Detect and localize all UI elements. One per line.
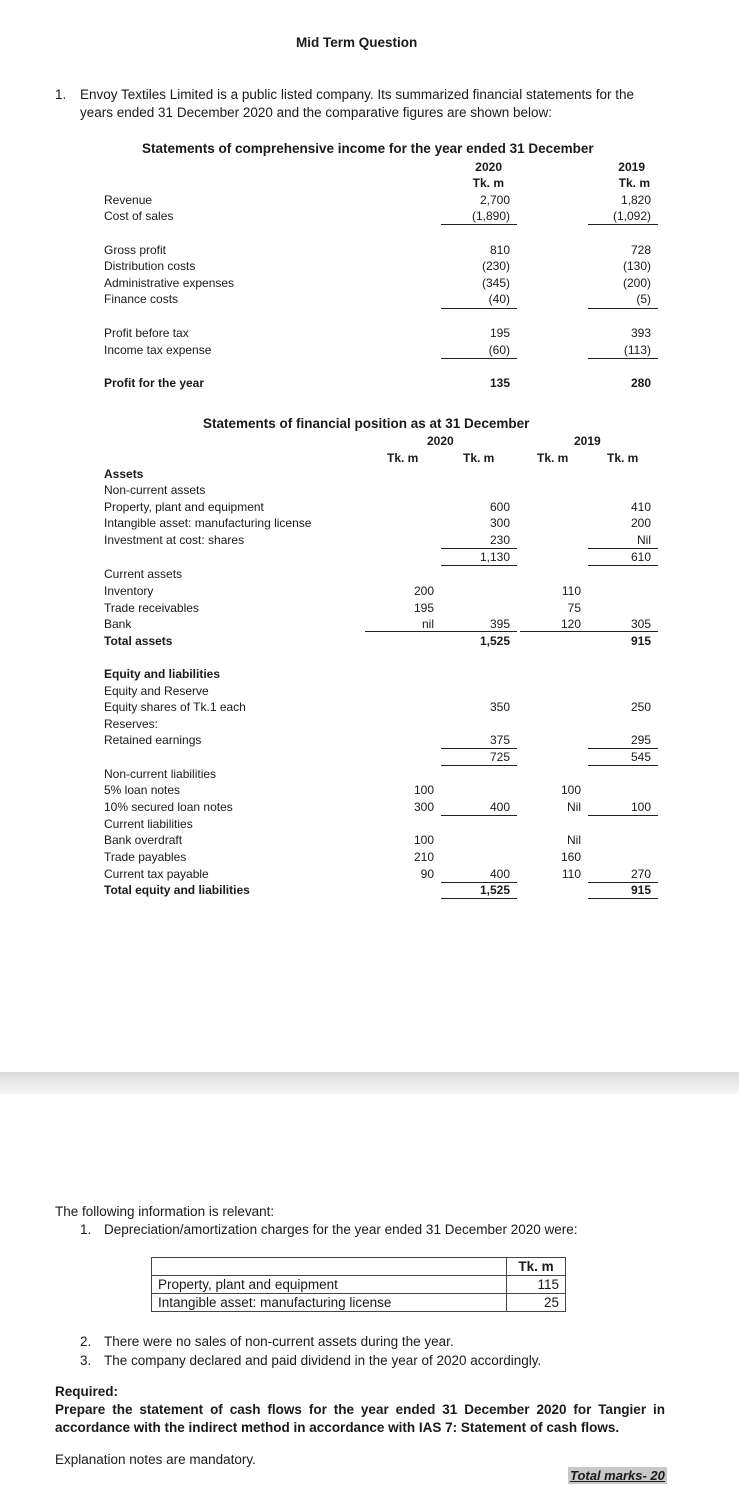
position-row-value: 915 xyxy=(630,883,651,897)
question-number: 1. xyxy=(55,87,67,102)
position-row-value: 210 xyxy=(413,850,434,864)
position-row-value: 600 xyxy=(489,500,510,514)
position-unit-b: Tk. m xyxy=(463,451,495,465)
position-row-value: 395 xyxy=(489,617,510,631)
position-row-label: Trade receivables xyxy=(104,601,199,615)
position-row-label: Non-current assets xyxy=(104,483,206,497)
position-heading: Statements of financial position as at 31 December xyxy=(203,416,530,431)
income-row-2019: (1,092) xyxy=(612,209,651,223)
position-row-value: 295 xyxy=(630,733,651,747)
income-row-2020: 810 xyxy=(489,243,510,257)
income-row-label: Revenue xyxy=(104,193,153,207)
income-row-label: Finance costs xyxy=(104,292,179,306)
position-row-value: 160 xyxy=(560,850,581,864)
income-unit-2019: Tk. m xyxy=(618,176,650,190)
info-item-1: Depreciation/amortization charges for the year ended 31 December 2020 were: xyxy=(104,1222,578,1237)
position-row-value: 375 xyxy=(489,733,510,747)
position-row-label: Property, plant and equipment xyxy=(104,500,264,514)
position-row-value: 110 xyxy=(561,867,581,881)
income-row-2019: (5) xyxy=(636,292,651,306)
position-row-value: 545 xyxy=(630,750,651,764)
income-unit-2020: Tk. m xyxy=(472,176,504,190)
position-row-value: 195 xyxy=(413,601,434,615)
position-row-value: 100 xyxy=(413,833,434,847)
income-row-label: Profit before tax xyxy=(104,326,189,340)
position-row-value: 305 xyxy=(630,617,651,631)
income-year-2020: 2020 xyxy=(475,160,502,174)
position-row-label: Reserves: xyxy=(104,717,159,731)
income-row-2019: 1,820 xyxy=(620,193,651,207)
underline-rule xyxy=(588,565,658,566)
page-separator xyxy=(0,1072,739,1094)
position-row-label: Bank xyxy=(104,617,132,631)
position-unit-c: Tk. m xyxy=(537,451,569,465)
position-row-value: 230 xyxy=(489,533,510,547)
underline-rule xyxy=(441,565,517,566)
income-row-2020: (40) xyxy=(488,292,510,306)
position-row-value: 250 xyxy=(630,700,651,714)
income-year-2019: 2019 xyxy=(618,160,645,174)
underline-rule xyxy=(588,898,658,899)
depreciation-value: 25 xyxy=(507,1294,566,1312)
underline-rule xyxy=(588,882,658,883)
income-row-label: Administrative expenses xyxy=(104,276,235,290)
underline-rule xyxy=(441,815,517,816)
position-row-value: 915 xyxy=(630,634,651,648)
underline-rule xyxy=(441,748,517,749)
depreciation-label: Property, plant and equipment xyxy=(152,1276,507,1294)
underline-rule xyxy=(441,548,517,549)
income-row-label: Distribution costs xyxy=(104,259,196,273)
position-row-label: Trade payables xyxy=(104,850,187,864)
position-row-value: 75 xyxy=(567,601,581,615)
required-line-2: accordance with the indirect method in accordance with IAS 7: Statement of cash flows. xyxy=(55,1420,620,1435)
position-row-value: 1,525 xyxy=(479,634,510,648)
income-row-2020: (1,890) xyxy=(471,209,510,223)
position-row-value: 110 xyxy=(561,584,581,598)
position-row-label: Bank overdraft xyxy=(104,833,183,847)
position-row-value: 410 xyxy=(630,500,651,514)
depreciation-table xyxy=(151,1257,566,1312)
info-item-2: There were no sales of non-current assets during the year. xyxy=(104,1334,454,1349)
intro-line-2: years ended 31 December 2020 and the comparative figures are shown below: xyxy=(80,105,553,120)
income-row-label: Cost of sales xyxy=(104,209,174,223)
position-row-label: Assets xyxy=(104,467,144,481)
position-row-label: Intangible asset: manufacturing license xyxy=(104,516,312,530)
underline-rule xyxy=(441,882,517,883)
position-row-value: Nil xyxy=(567,800,581,814)
underline-rule xyxy=(365,631,517,632)
depreciation-unit: Tk. m xyxy=(507,1258,566,1276)
info-item-3: The company declared and paid dividend in the year of 2020 accordingly. xyxy=(104,1353,542,1368)
position-row-label: 10% secured loan notes xyxy=(104,800,233,814)
income-row-2020: (60) xyxy=(488,343,510,357)
position-row-value: 120 xyxy=(560,617,581,631)
position-unit-d: Tk. m xyxy=(607,451,639,465)
position-year-2019: 2019 xyxy=(574,434,601,448)
info-item-1-number: 1. xyxy=(80,1222,92,1237)
income-row-2020: 135 xyxy=(489,376,510,390)
explanation-note: Explanation notes are mandatory. xyxy=(55,1452,256,1467)
underline-rule xyxy=(441,765,517,766)
position-row-value: Nil xyxy=(637,533,651,547)
position-row-label: Current liabilities xyxy=(104,817,193,831)
underline-rule xyxy=(588,548,658,549)
underline-rule xyxy=(520,631,658,632)
position-row-value: 350 xyxy=(489,700,510,714)
required-label: Required: xyxy=(55,1384,119,1399)
position-row-label: 5% loan notes xyxy=(104,783,181,797)
position-row-value: 1,130 xyxy=(479,550,510,564)
position-row-value: 1,525 xyxy=(479,883,510,897)
position-row-label: Investment at cost: shares xyxy=(104,533,245,547)
income-row-2019: (200) xyxy=(622,276,651,290)
position-year-2020: 2020 xyxy=(427,434,454,448)
position-row-value: 100 xyxy=(413,783,434,797)
underline-rule xyxy=(588,748,658,749)
income-row-2020: (230) xyxy=(481,259,510,273)
position-row-value: 400 xyxy=(489,867,510,881)
intro-line-1: Envoy Textiles Limited is a public listed company. Its summarized financial statements for the xyxy=(80,87,634,102)
position-row-value: 610 xyxy=(630,550,651,564)
income-row-2019: 280 xyxy=(630,376,651,390)
position-row-label: Total assets xyxy=(104,634,173,648)
income-row-2019: 393 xyxy=(630,326,651,340)
position-row-label: Retained earnings xyxy=(104,733,202,747)
income-row-2019: 728 xyxy=(630,243,651,257)
required-line-1: Prepare the statement of cash flows for the year ended 31 December 2020 for Tangier in xyxy=(55,1402,665,1417)
position-row-label: Inventory xyxy=(104,584,154,598)
income-row-2020: (345) xyxy=(481,276,510,290)
page-title: Mid Term Question xyxy=(296,35,418,50)
income-row-2019: (130) xyxy=(622,259,651,273)
position-row-value: 300 xyxy=(489,516,510,530)
position-row-label: Current assets xyxy=(104,567,183,581)
position-row-label: Equity shares of Tk.1 each xyxy=(104,700,246,714)
depreciation-label: Intangible asset: manufacturing license xyxy=(152,1294,507,1312)
income-heading: Statements of comprehensive income for the year ended 31 December xyxy=(142,141,594,156)
underline-rule xyxy=(588,815,658,816)
position-row-label: Current tax payable xyxy=(104,867,209,881)
position-row-value: 400 xyxy=(489,800,510,814)
depreciation-value: 115 xyxy=(507,1276,566,1294)
position-row-value: 100 xyxy=(560,783,581,797)
position-row-label: Non-current liabilities xyxy=(104,767,217,781)
info-heading: The following information is relevant: xyxy=(55,1204,275,1219)
position-row-value: 725 xyxy=(489,750,510,764)
income-row-2020: 195 xyxy=(489,326,510,340)
income-row-label: Gross profit xyxy=(104,243,167,257)
position-row-value: 200 xyxy=(413,584,434,598)
position-row-value: Nil xyxy=(567,833,581,847)
income-row-label: Income tax expense xyxy=(104,343,212,357)
position-unit-a: Tk. m xyxy=(387,451,419,465)
income-row-2019: (113) xyxy=(623,343,651,357)
info-item-2-number: 2. xyxy=(80,1334,92,1349)
position-row-label: Equity and Reserve xyxy=(104,684,209,698)
info-item-3-number: 3. xyxy=(80,1353,92,1368)
position-row-value: 270 xyxy=(630,867,651,881)
position-row-value: nil xyxy=(421,617,434,631)
underline-rule xyxy=(588,765,658,766)
position-row-label: Total equity and liabilities xyxy=(104,883,250,897)
total-marks: Total marks- 20 xyxy=(570,1468,665,1483)
position-row-value: 100 xyxy=(630,800,651,814)
position-row-value: 300 xyxy=(413,800,434,814)
position-row-value: 200 xyxy=(630,516,651,530)
income-row-label: Profit for the year xyxy=(104,376,205,390)
position-row-value: 90 xyxy=(420,867,434,881)
position-row-label: Equity and liabilities xyxy=(104,667,221,681)
income-row-2020: 2,700 xyxy=(479,193,510,207)
underline-rule xyxy=(441,898,517,899)
